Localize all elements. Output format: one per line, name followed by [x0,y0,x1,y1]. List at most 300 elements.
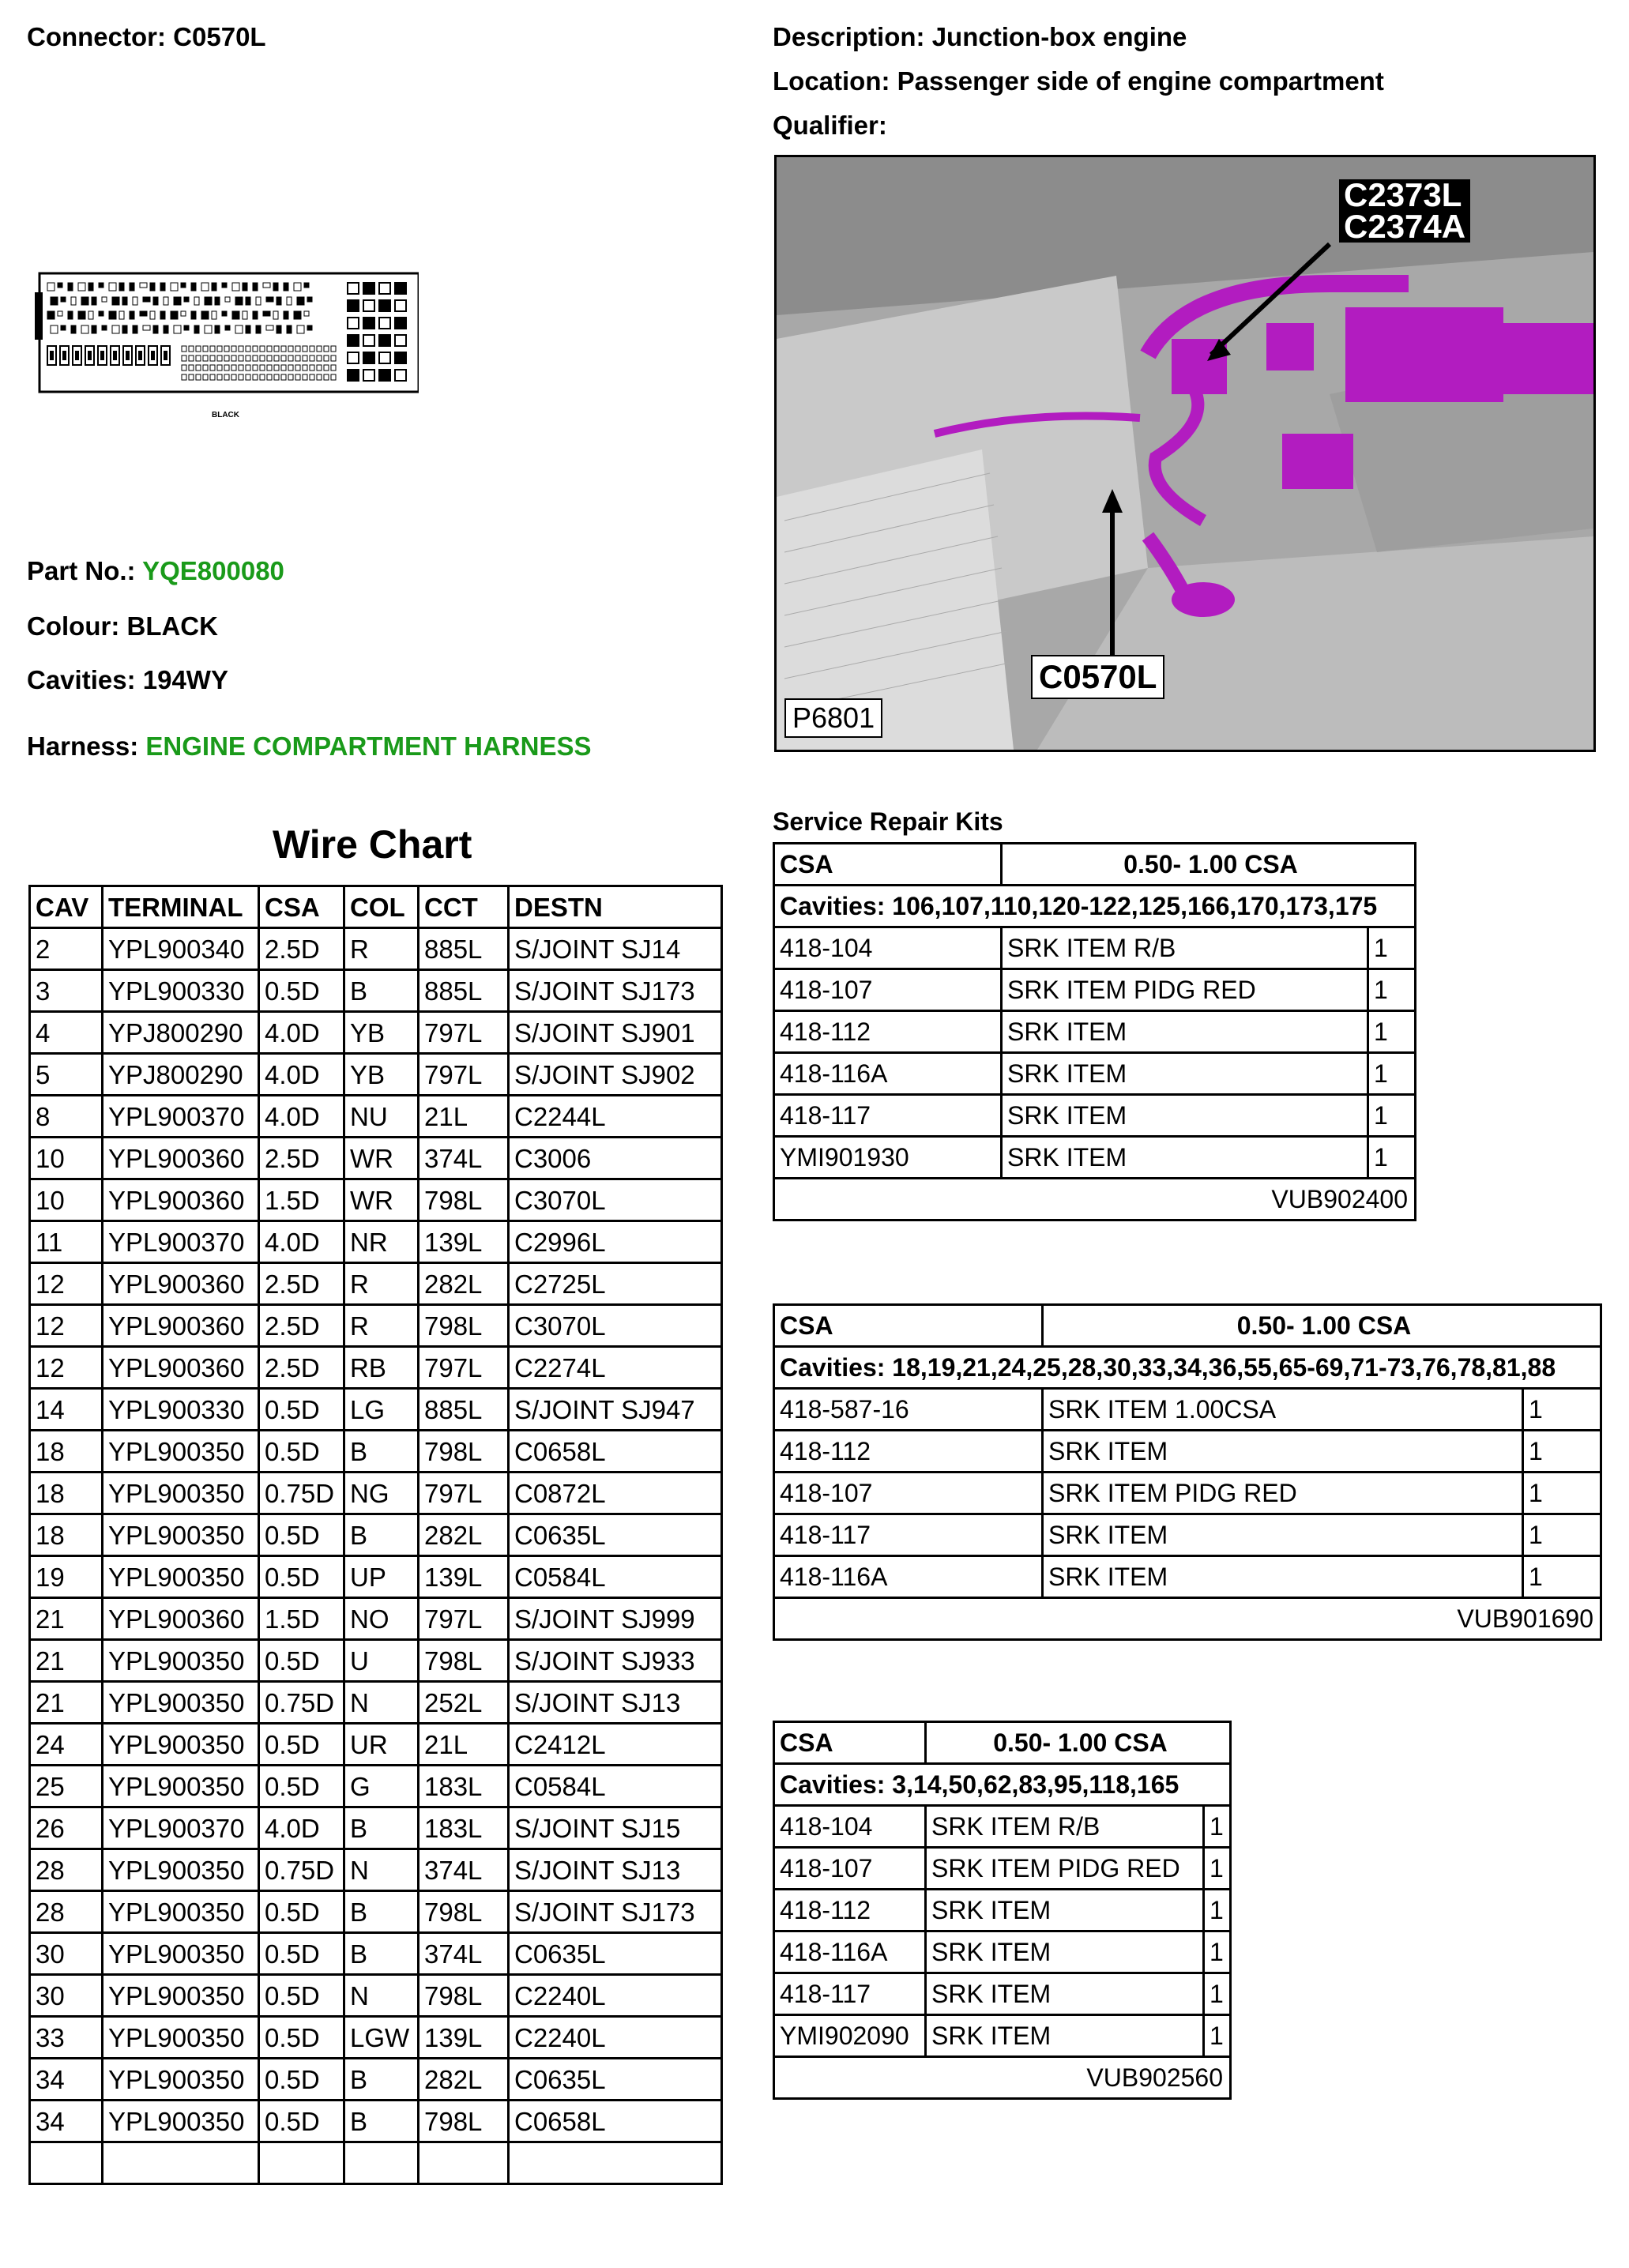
cell-cav: 10 [30,1179,103,1221]
table-row [30,1724,722,1766]
cell-terminal: YPL900350 [103,1640,259,1682]
cell-cct: 798L [419,1891,509,1933]
description-line [773,22,1187,52]
cell-terminal: YPL900350 [103,2059,259,2101]
kit-item-qty: 1 [1368,927,1416,969]
kit-item-row [774,1053,1416,1095]
cell-col: B [344,970,419,1012]
cell-cct: 139L [419,1221,509,1263]
cell-destn: S/JOINT SJ15 [509,1807,722,1849]
cell-cav: 34 [30,2101,103,2142]
kit-part-number: 418-587-16 [774,1389,1043,1431]
cell-cav: 21 [30,1640,103,1682]
table-row [30,1682,722,1724]
cell-terminal: YPL900360 [103,1305,259,1347]
cell-csa: 2.5D [259,928,344,970]
kit-cavities: Cavities: 18,19,21,24,25,28,30,33,34,36,55,65-69,71-73,76,78,81,88 [774,1347,1601,1389]
cell-terminal: YPL900350 [103,1682,259,1724]
kit-csa-row [774,1305,1601,1347]
header-terminal: TERMINAL [103,886,259,928]
callout-top [1339,176,1470,245]
cell-cct: 282L [419,1263,509,1305]
table-row [30,2142,722,2184]
cell-csa: 0.5D [259,2059,344,2101]
cell-destn: C2244L [509,1096,722,1138]
kit-part-number: 418-116A [774,1053,1002,1095]
cell-cav: 8 [30,1096,103,1138]
kit-item-row [774,1848,1231,1890]
wire-chart-title: Wire Chart [273,822,472,867]
cell-col: UR [344,1724,419,1766]
cell-cav: 30 [30,1975,103,2017]
cell-cav: 25 [30,1766,103,1807]
kit-item-qty: 1 [1368,1095,1416,1137]
cell-col: NR [344,1221,419,1263]
kit-part-number: 418-116A [774,1556,1043,1598]
cell-destn: C2240L [509,1975,722,2017]
kit-item-description: SRK ITEM PIDG RED [1043,1473,1523,1514]
cell-destn: C0635L [509,1933,722,1975]
wire-chart-header-row [30,886,722,928]
cell-cav: 21 [30,1598,103,1640]
cell-cav [30,2142,103,2184]
table-row [30,2101,722,2142]
cell-csa: 0.5D [259,1431,344,1473]
cell-terminal: YPL900360 [103,1347,259,1389]
colour-label: Colour: [27,611,120,641]
cell-col: B [344,1514,419,1556]
cell-csa: 0.5D [259,1514,344,1556]
cell-terminal: YPL900350 [103,2101,259,2142]
cell-cct: 885L [419,970,509,1012]
cell-cct: 797L [419,1347,509,1389]
part-no-line [27,556,284,586]
cell-csa: 0.5D [259,1933,344,1975]
kit-item-qty: 1 [1523,1556,1601,1598]
cell-destn: S/JOINT SJ901 [509,1012,722,1054]
cell-csa: 4.0D [259,1054,344,1096]
cell-destn: C0658L [509,1431,722,1473]
cell-cav: 12 [30,1305,103,1347]
kit-item-description: SRK ITEM 1.00CSA [1043,1389,1523,1431]
cell-terminal: YPL900350 [103,1431,259,1473]
header-col: COL [344,886,419,928]
cell-csa: 0.5D [259,1389,344,1431]
cell-cav: 34 [30,2059,103,2101]
cell-terminal [103,2142,259,2184]
cell-terminal: YPL900370 [103,1221,259,1263]
cell-cav: 24 [30,1724,103,1766]
callout-top-1: C2373L [1344,176,1462,213]
cell-col: RB [344,1347,419,1389]
cell-terminal: YPL900360 [103,1179,259,1221]
cell-terminal: YPL900350 [103,2017,259,2059]
kit-part-number: 418-117 [774,1095,1002,1137]
kit-item-qty: 1 [1523,1473,1601,1514]
kit-item-qty: 1 [1204,2015,1231,2057]
kit-csa-row [774,844,1416,886]
cell-cct: 798L [419,2101,509,2142]
qualifier-line [773,111,887,141]
cell-cct: 797L [419,1054,509,1096]
kit-item-row [774,1806,1231,1848]
cell-cct: 885L [419,928,509,970]
kit-item-description: SRK ITEM R/B [1002,927,1368,969]
cell-col: B [344,1431,419,1473]
cell-destn: C0635L [509,2059,722,2101]
kit-item-row [774,1973,1231,2015]
cell-destn: S/JOINT SJ13 [509,1682,722,1724]
kit-item-qty: 1 [1523,1389,1601,1431]
cell-col: N [344,1849,419,1891]
cell-csa: 0.5D [259,2017,344,2059]
cell-destn: C2996L [509,1221,722,1263]
table-row [30,1933,722,1975]
kit-part-number: 418-107 [774,1848,926,1890]
cell-destn: S/JOINT SJ933 [509,1640,722,1682]
table-row [30,1221,722,1263]
cell-cct: 183L [419,1766,509,1807]
table-row [30,1598,722,1640]
cell-cct: 21L [419,1096,509,1138]
cell-destn [509,2142,722,2184]
cell-cav: 28 [30,1891,103,1933]
cell-cct: 798L [419,1975,509,2017]
kit-item-row [774,2015,1231,2057]
cell-destn: S/JOINT SJ947 [509,1389,722,1431]
cell-cct: 798L [419,1431,509,1473]
kit-item-qty: 1 [1523,1514,1601,1556]
cell-cav: 10 [30,1138,103,1179]
kit-csa-value: 0.50- 1.00 CSA [926,1722,1231,1764]
cell-cct: 252L [419,1682,509,1724]
kit-csa-value: 0.50- 1.00 CSA [1002,844,1416,886]
header-cav: CAV [30,886,103,928]
kit-cavities-row [774,886,1416,927]
cell-destn: S/JOINT SJ13 [509,1849,722,1891]
kit-part-number: 418-104 [774,927,1002,969]
callout-top-2: C2374A [1344,207,1466,245]
cell-cct: 798L [419,1640,509,1682]
kit-item-description: SRK ITEM [1002,1011,1368,1053]
kit-item-qty: 1 [1204,1806,1231,1848]
table-row [30,1640,722,1682]
kit-item-description: SRK ITEM [926,1931,1204,1973]
harness-label: Harness: [27,732,139,761]
cell-csa: 0.5D [259,1724,344,1766]
cell-csa: 0.5D [259,1766,344,1807]
table-row [30,1766,722,1807]
location-label: Location: [773,66,890,96]
cell-col: B [344,1807,419,1849]
table-row [30,1975,722,2017]
cell-terminal: YPL900350 [103,1891,259,1933]
table-row [30,1389,722,1431]
table-row [30,1054,722,1096]
kit-csa-value: 0.50- 1.00 CSA [1043,1305,1601,1347]
kit-part-number: YMI902090 [774,2015,926,2057]
cell-csa: 0.75D [259,1682,344,1724]
kit-csa-label: CSA [774,844,1002,886]
cell-destn: C3070L [509,1305,722,1347]
cell-csa: 2.5D [259,1263,344,1305]
cell-cct: 21L [419,1724,509,1766]
kit-part-number: 418-117 [774,1973,926,2015]
cell-col: U [344,1640,419,1682]
cell-destn: C3070L [509,1179,722,1221]
cell-cct: 282L [419,2059,509,2101]
table-row [30,1012,722,1054]
cell-col: NU [344,1096,419,1138]
colour-line [27,611,218,641]
cell-cct: 797L [419,1598,509,1640]
cell-csa: 4.0D [259,1012,344,1054]
cell-col: B [344,1933,419,1975]
kit-item-row [774,1473,1601,1514]
kit-part-number: 418-112 [774,1431,1043,1473]
cell-csa: 4.0D [259,1807,344,1849]
diagram-caption: BLACK [212,411,239,419]
cell-cav: 3 [30,970,103,1012]
cell-destn: C2725L [509,1263,722,1305]
kit-item-qty: 1 [1204,1890,1231,1931]
kit-reference: VUB901690 [774,1598,1601,1640]
kit-item-qty: 1 [1368,969,1416,1011]
cell-col: R [344,1263,419,1305]
kit-item-description: SRK ITEM [926,1973,1204,2015]
cell-col: WR [344,1138,419,1179]
kit-reference: VUB902400 [774,1179,1416,1221]
kit-part-number: YMI901930 [774,1137,1002,1179]
cell-col: R [344,928,419,970]
cell-cav: 18 [30,1473,103,1514]
kit-item-description: SRK ITEM R/B [926,1806,1204,1848]
harness-value: ENGINE COMPARTMENT HARNESS [145,732,592,761]
cell-cav: 2 [30,928,103,970]
cell-terminal: YPL900370 [103,1096,259,1138]
cell-destn: S/JOINT SJ173 [509,970,722,1012]
cell-cav: 14 [30,1389,103,1431]
service-repair-kits-title: Service Repair Kits [773,807,1003,836]
kit-part-number: 418-112 [774,1890,926,1931]
kit-item-row [774,1890,1231,1931]
cell-destn: C0658L [509,2101,722,2142]
description-label: Description: [773,22,925,51]
table-row [30,1138,722,1179]
kit-ref-row [774,2057,1231,2099]
kit-part-number: 418-117 [774,1514,1043,1556]
cell-destn: C0584L [509,1556,722,1598]
cell-csa: 1.5D [259,1179,344,1221]
table-row [30,2059,722,2101]
location-line [773,66,1384,96]
cell-cav: 18 [30,1514,103,1556]
cell-terminal: YPL900360 [103,1138,259,1179]
kit-item-row [774,1931,1231,1973]
table-row [30,928,722,970]
repair-kit-table-2 [773,1303,1602,1641]
cell-terminal: YPJ800290 [103,1054,259,1096]
kit-item-row [774,1514,1601,1556]
cell-terminal: YPL900350 [103,1473,259,1514]
cell-cav: 21 [30,1682,103,1724]
callout-main: C0570L [1031,655,1164,699]
cell-col: G [344,1766,419,1807]
header-csa: CSA [259,886,344,928]
cell-col: N [344,1682,419,1724]
table-row [30,1305,722,1347]
cell-cct: 798L [419,1179,509,1221]
connector-label: Connector: [27,22,166,51]
cell-csa [259,2142,344,2184]
cell-col: B [344,1891,419,1933]
cell-cav: 11 [30,1221,103,1263]
header-cct: CCT [419,886,509,928]
cell-cav: 28 [30,1849,103,1891]
cell-destn: S/JOINT SJ14 [509,928,722,970]
table-row [30,1263,722,1305]
cell-cav: 33 [30,2017,103,2059]
connector-face-image [32,269,419,419]
cell-col: YB [344,1012,419,1054]
cell-cav: 30 [30,1933,103,1975]
cell-terminal: YPL900350 [103,1766,259,1807]
kit-item-row [774,1431,1601,1473]
engine-bay-illustration [777,157,1593,750]
cell-destn: C2412L [509,1724,722,1766]
part-no-label: Part No.: [27,556,136,585]
cell-col [344,2142,419,2184]
cell-cct: 798L [419,1305,509,1347]
cell-col: NO [344,1598,419,1640]
part-no-value: YQE800080 [142,556,284,585]
cavities-label: Cavities: [27,665,136,694]
description-value: Junction-box engine [931,22,1187,51]
table-row [30,1807,722,1849]
cell-csa: 4.0D [259,1221,344,1263]
cell-destn: C0635L [509,1514,722,1556]
connector-line [27,22,266,52]
cell-col: NG [344,1473,419,1514]
kit-cavities-row [774,1764,1231,1806]
header-destn: DESTN [509,886,722,928]
kit-item-description: SRK ITEM [926,1890,1204,1931]
kit-item-qty: 1 [1368,1053,1416,1095]
kit-ref-row [774,1179,1416,1221]
cell-destn: C2240L [509,2017,722,2059]
cell-csa: 0.5D [259,1891,344,1933]
cell-col: N [344,1975,419,2017]
kit-item-description: SRK ITEM [926,2015,1204,2057]
qualifier-label: Qualifier: [773,111,887,140]
kit-reference: VUB902560 [774,2057,1231,2099]
connector-value: C0570L [173,22,266,51]
cell-cav: 5 [30,1054,103,1096]
cell-col: WR [344,1179,419,1221]
table-row [30,1556,722,1598]
cell-terminal: YPL900350 [103,1724,259,1766]
table-row [30,970,722,1012]
cell-col: LG [344,1389,419,1431]
cell-col: B [344,2059,419,2101]
location-value: Passenger side of engine compartment [897,66,1384,96]
kit-cavities: Cavities: 106,107,110,120-122,125,166,170,173,175 [774,886,1416,927]
table-row [30,1179,722,1221]
harness-line [27,732,591,762]
table-row [30,1849,722,1891]
cell-cav: 12 [30,1347,103,1389]
cell-col: B [344,2101,419,2142]
kit-item-qty: 1 [1204,1848,1231,1890]
kit-item-description: SRK ITEM PIDG RED [1002,969,1368,1011]
cell-destn: S/JOINT SJ902 [509,1054,722,1096]
cell-cct: 282L [419,1514,509,1556]
cell-terminal: YPL900360 [103,1263,259,1305]
cell-terminal: YPL900340 [103,928,259,970]
table-row [30,1891,722,1933]
cell-cav: 12 [30,1263,103,1305]
kit-item-description: SRK ITEM [1043,1514,1523,1556]
table-row [30,1473,722,1514]
table-row [30,1096,722,1138]
cell-destn: C0584L [509,1766,722,1807]
cavities-line [27,665,228,695]
cell-csa: 0.5D [259,970,344,1012]
kit-item-row [774,1556,1601,1598]
kit-ref-row [774,1598,1601,1640]
kit-item-row [774,969,1416,1011]
kit-part-number: 418-104 [774,1806,926,1848]
cell-csa: 2.5D [259,1347,344,1389]
kit-part-number: 418-107 [774,1473,1043,1514]
kit-part-number: 418-116A [774,1931,926,1973]
cell-csa: 0.5D [259,1640,344,1682]
kit-item-description: SRK ITEM [1002,1095,1368,1137]
kit-csa-row [774,1722,1231,1764]
cell-col: UP [344,1556,419,1598]
kit-item-row [774,927,1416,969]
cell-cav: 18 [30,1431,103,1473]
kit-item-row [774,1137,1416,1179]
cavities-value: 194WY [142,665,228,694]
kit-item-row [774,1389,1601,1431]
wire-chart-table [28,885,723,2185]
kit-item-qty: 1 [1204,1931,1231,1973]
cell-csa: 4.0D [259,1096,344,1138]
repair-kit-table-3 [773,1721,1232,2100]
table-row [30,1514,722,1556]
kit-item-row [774,1011,1416,1053]
cell-cct: 374L [419,1138,509,1179]
cell-terminal: YPL900370 [103,1807,259,1849]
kit-part-number: 418-107 [774,969,1002,1011]
cell-terminal: YPJ800290 [103,1012,259,1054]
cell-col: LGW [344,2017,419,2059]
connector-face-diagram [32,269,419,419]
cell-destn: C2274L [509,1347,722,1389]
kit-item-qty: 1 [1523,1431,1601,1473]
cell-cct: 797L [419,1012,509,1054]
kit-item-qty: 1 [1368,1137,1416,1179]
cell-csa: 0.5D [259,2101,344,2142]
cell-cct: 183L [419,1807,509,1849]
cell-terminal: YPL900330 [103,970,259,1012]
kit-cavities-row [774,1347,1601,1389]
cell-terminal: YPL900350 [103,1975,259,2017]
cell-destn: C3006 [509,1138,722,1179]
location-photo [774,155,1596,752]
cell-col: YB [344,1054,419,1096]
